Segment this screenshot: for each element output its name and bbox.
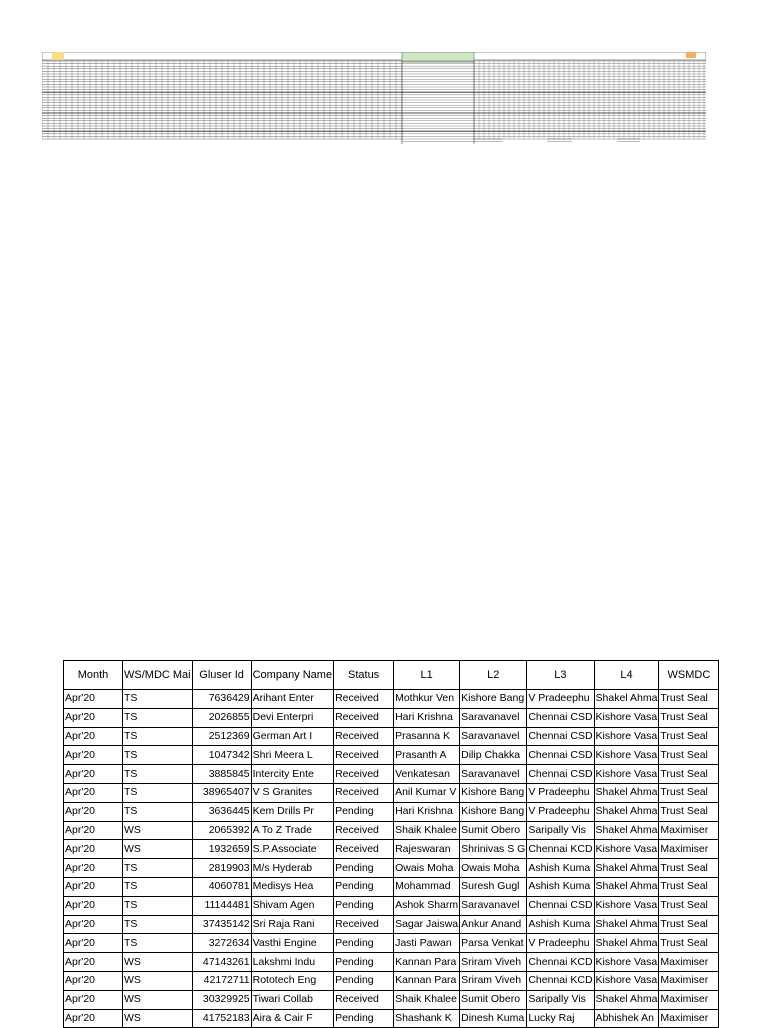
cell-l1: Hari Krishna: [394, 802, 460, 821]
table-row: [64, 877, 719, 896]
cell-l4: Kishore Vasa: [594, 765, 659, 784]
cell-l2: Owais Moha: [460, 859, 527, 878]
cell-gluser-id: 1932659: [192, 840, 251, 859]
mini-header-highlight: [402, 52, 474, 62]
cell-status: Received: [334, 708, 394, 727]
cell-l1: Rajeswaran: [394, 840, 460, 859]
cell-status: Pending: [334, 896, 394, 915]
header-status: Status: [334, 661, 394, 690]
cell-l4: Kishore Vasa: [594, 971, 659, 990]
cell-company-name: Kem Drills Pr: [251, 802, 333, 821]
mini-header-highlight: [52, 52, 64, 60]
cell-l1: Mohammad: [394, 877, 460, 896]
cell-l3: Chennai CSD: [527, 708, 594, 727]
cell-l4: Kishore Vasa: [594, 708, 659, 727]
cell-l2: Saravanavel: [460, 727, 527, 746]
cell-status: Pending: [334, 802, 394, 821]
cell-l3: Lucky Raj: [527, 1009, 594, 1028]
cell-company-name: Shri Meera L: [251, 746, 333, 765]
cell-l4: Shakel Ahma: [594, 802, 659, 821]
cell-l3: Saripally Vis: [527, 821, 594, 840]
table-row: [64, 746, 719, 765]
cell-status: Received: [334, 821, 394, 840]
table-row: [64, 971, 719, 990]
cell-status: Pending: [334, 859, 394, 878]
cell-wsmdc: Trust Seal: [659, 915, 719, 934]
cell-l4: Kishore Vasa: [594, 746, 659, 765]
cell-month: Apr'20: [64, 971, 123, 990]
cell-gluser-id: 7636429: [192, 690, 251, 709]
cell-l2: Kishore Bang: [460, 802, 527, 821]
cell-month: Apr'20: [64, 746, 123, 765]
cell-month: Apr'20: [64, 1009, 123, 1028]
table-body: [64, 690, 719, 1028]
cell-l1: Hari Krishna: [394, 708, 460, 727]
cell-ws-mdc: TS: [123, 690, 193, 709]
cell-wsmdc: Trust Seal: [659, 708, 719, 727]
cell-ws-mdc: TS: [123, 877, 193, 896]
cell-ws-mdc: TS: [123, 802, 193, 821]
cell-status: Received: [334, 783, 394, 802]
cell-l4: Shakel Ahma: [594, 915, 659, 934]
cell-gluser-id: 37435142: [192, 915, 251, 934]
table-row: [64, 727, 719, 746]
cell-wsmdc: Maximiser: [659, 953, 719, 972]
data-table: [63, 660, 719, 1028]
cell-l2: Suresh Gugl: [460, 877, 527, 896]
cell-gluser-id: 47143261: [192, 953, 251, 972]
cell-gluser-id: 41752183: [192, 1009, 251, 1028]
header-l3: L3: [527, 661, 594, 690]
cell-l3: Ashish Kuma: [527, 877, 594, 896]
cell-company-name: A To Z Trade: [251, 821, 333, 840]
cell-month: Apr'20: [64, 990, 123, 1009]
cell-l2: Dinesh Kuma: [460, 1009, 527, 1028]
cell-month: Apr'20: [64, 802, 123, 821]
cell-company-name: Medisys Hea: [251, 877, 333, 896]
table-row: [64, 990, 719, 1009]
cell-wsmdc: Trust Seal: [659, 746, 719, 765]
cell-l3: Chennai CSD: [527, 765, 594, 784]
cell-l3: Chennai CSD: [527, 896, 594, 915]
cell-status: Received: [334, 746, 394, 765]
cell-ws-mdc: WS: [123, 953, 193, 972]
cell-l1: Anil Kumar V: [394, 783, 460, 802]
cell-wsmdc: Trust Seal: [659, 783, 719, 802]
cell-status: Pending: [334, 971, 394, 990]
cell-l2: Shrinivas S G: [460, 840, 527, 859]
cell-company-name: M/s Hyderab: [251, 859, 333, 878]
cell-l1: Shaik Khalee: [394, 821, 460, 840]
cell-l4: Shakel Ahma: [594, 783, 659, 802]
table-row: [64, 765, 719, 784]
cell-l3: Chennai KCD: [527, 953, 594, 972]
cell-company-name: German Art I: [251, 727, 333, 746]
cell-month: Apr'20: [64, 953, 123, 972]
cell-l1: Shashank K: [394, 1009, 460, 1028]
cell-ws-mdc: TS: [123, 727, 193, 746]
cell-l1: Prasanth A: [394, 746, 460, 765]
cell-l2: Kishore Bang: [460, 690, 527, 709]
cell-l3: Saripally Vis: [527, 990, 594, 1009]
table-header-row: [64, 661, 719, 690]
cell-wsmdc: Trust Seal: [659, 859, 719, 878]
cell-company-name: V S Granites: [251, 783, 333, 802]
cell-status: Received: [334, 840, 394, 859]
cell-ws-mdc: TS: [123, 783, 193, 802]
header-gluser-id: Gluser Id: [192, 661, 251, 690]
cell-status: Received: [334, 727, 394, 746]
cell-status: Received: [334, 690, 394, 709]
cell-month: Apr'20: [64, 877, 123, 896]
cell-l3: V Pradeephu: [527, 802, 594, 821]
cell-l1: Owais Moha: [394, 859, 460, 878]
cell-l1: Kannan Para: [394, 953, 460, 972]
header-l2: L2: [460, 661, 527, 690]
cell-gluser-id: 2065392: [192, 821, 251, 840]
table-row: [64, 859, 719, 878]
table-row: [64, 802, 719, 821]
cell-l1: Kannan Para: [394, 971, 460, 990]
cell-month: Apr'20: [64, 896, 123, 915]
cell-l2: Saravanavel: [460, 708, 527, 727]
header-l1: L1: [394, 661, 460, 690]
cell-wsmdc: Trust Seal: [659, 765, 719, 784]
cell-wsmdc: Maximiser: [659, 1009, 719, 1028]
cell-month: Apr'20: [64, 765, 123, 784]
cell-company-name: Lakshmi Indu: [251, 953, 333, 972]
cell-l3: Chennai CSD: [527, 746, 594, 765]
cell-l3: Ashish Kuma: [527, 859, 594, 878]
cell-gluser-id: 2819903: [192, 859, 251, 878]
cell-status: Received: [334, 990, 394, 1009]
cell-ws-mdc: TS: [123, 896, 193, 915]
cell-l4: Shakel Ahma: [594, 934, 659, 953]
cell-ws-mdc: TS: [123, 934, 193, 953]
cell-wsmdc: Maximiser: [659, 971, 719, 990]
cell-l1: Shaik Khalee: [394, 990, 460, 1009]
cell-status: Pending: [334, 953, 394, 972]
cell-company-name: Intercity Ente: [251, 765, 333, 784]
table-row: [64, 915, 719, 934]
cell-company-name: Vasthi Engine: [251, 934, 333, 953]
cell-ws-mdc: TS: [123, 708, 193, 727]
cell-gluser-id: 11144481: [192, 896, 251, 915]
cell-l1: Mothkur Ven: [394, 690, 460, 709]
table-row: [64, 934, 719, 953]
cell-l4: Shakel Ahma: [594, 859, 659, 878]
cell-l4: Kishore Vasa: [594, 727, 659, 746]
cell-l4: Shakel Ahma: [594, 821, 659, 840]
cell-gluser-id: 3636445: [192, 802, 251, 821]
cell-ws-mdc: TS: [123, 765, 193, 784]
table-row: [64, 896, 719, 915]
cell-l2: Sriram Viveh: [460, 971, 527, 990]
table-row: [64, 840, 719, 859]
cell-l4: Kishore Vasa: [594, 953, 659, 972]
cell-status: Received: [334, 915, 394, 934]
cell-status: Received: [334, 765, 394, 784]
cell-gluser-id: 38965407: [192, 783, 251, 802]
cell-ws-mdc: WS: [123, 990, 193, 1009]
cell-wsmdc: Maximiser: [659, 990, 719, 1009]
cell-l2: Saravanavel: [460, 896, 527, 915]
cell-gluser-id: 2512369: [192, 727, 251, 746]
cell-company-name: Tiwari Collab: [251, 990, 333, 1009]
cell-month: Apr'20: [64, 915, 123, 934]
cell-month: Apr'20: [64, 859, 123, 878]
cell-wsmdc: Trust Seal: [659, 896, 719, 915]
cell-l4: Shakel Ahma: [594, 990, 659, 1009]
header-wsmdc: WSMDC: [659, 661, 719, 690]
cell-gluser-id: 30329925: [192, 990, 251, 1009]
cell-l1: Jasti Pawan: [394, 934, 460, 953]
cell-l3: Chennai CSD: [527, 727, 594, 746]
cell-l1: Prasanna K: [394, 727, 460, 746]
cell-month: Apr'20: [64, 690, 123, 709]
cell-l4: Kishore Vasa: [594, 896, 659, 915]
cell-l4: Kishore Vasa: [594, 840, 659, 859]
table-row: [64, 953, 719, 972]
cell-wsmdc: Trust Seal: [659, 934, 719, 953]
cell-l3: Chennai KCD: [527, 840, 594, 859]
cell-gluser-id: 2026855: [192, 708, 251, 727]
cell-ws-mdc: WS: [123, 971, 193, 990]
cell-l2: Sumit Obero: [460, 990, 527, 1009]
cell-l2: Parsa Venkat: [460, 934, 527, 953]
table-row: [64, 1009, 719, 1028]
cell-month: Apr'20: [64, 821, 123, 840]
cell-month: Apr'20: [64, 840, 123, 859]
cell-month: Apr'20: [64, 727, 123, 746]
cell-l3: V Pradeephu: [527, 783, 594, 802]
cell-company-name: Rototech Eng: [251, 971, 333, 990]
cell-ws-mdc: WS: [123, 821, 193, 840]
table-row: [64, 708, 719, 727]
cell-status: Pending: [334, 934, 394, 953]
table-row: [64, 783, 719, 802]
table-row: [64, 690, 719, 709]
cell-wsmdc: Trust Seal: [659, 877, 719, 896]
cell-ws-mdc: TS: [123, 746, 193, 765]
cell-wsmdc: Trust Seal: [659, 727, 719, 746]
cell-month: Apr'20: [64, 934, 123, 953]
cell-company-name: Arihant Enter: [251, 690, 333, 709]
cell-company-name: Devi Enterpri: [251, 708, 333, 727]
cell-gluser-id: 42172711: [192, 971, 251, 990]
cell-status: Pending: [334, 877, 394, 896]
cell-wsmdc: Maximiser: [659, 840, 719, 859]
cell-ws-mdc: TS: [123, 915, 193, 934]
cell-l4: Abhishek An: [594, 1009, 659, 1028]
cell-l2: Kishore Bang: [460, 783, 527, 802]
header-l4: L4: [594, 661, 659, 690]
cell-ws-mdc: WS: [123, 1009, 193, 1028]
cell-l4: Shakel Ahma: [594, 877, 659, 896]
cell-month: Apr'20: [64, 783, 123, 802]
cell-l2: Sumit Obero: [460, 821, 527, 840]
cell-wsmdc: Trust Seal: [659, 690, 719, 709]
cell-l3: V Pradeephu: [527, 690, 594, 709]
cell-l2: Saravanavel: [460, 765, 527, 784]
cell-l1: Ashok Sharm: [394, 896, 460, 915]
cell-gluser-id: 3885845: [192, 765, 251, 784]
spreadsheet-thumbnail: [42, 52, 706, 144]
cell-status: Pending: [334, 1009, 394, 1028]
cell-wsmdc: Trust Seal: [659, 802, 719, 821]
cell-l2: Ankur Anand: [460, 915, 527, 934]
cell-ws-mdc: WS: [123, 840, 193, 859]
cell-company-name: Shivam Agen: [251, 896, 333, 915]
cell-l3: V Pradeephu: [527, 934, 594, 953]
cell-l4: Shakel Ahma: [594, 690, 659, 709]
cell-l3: Ashish Kuma: [527, 915, 594, 934]
cell-gluser-id: 3272634: [192, 934, 251, 953]
mini-header: [42, 52, 706, 60]
cell-company-name: Sri Raja Rani: [251, 915, 333, 934]
cell-company-name: S.P.Associate: [251, 840, 333, 859]
header-month: Month: [64, 661, 123, 690]
cell-l3: Chennai KCD: [527, 971, 594, 990]
cell-wsmdc: Maximiser: [659, 821, 719, 840]
cell-l2: Dilip Chakka: [460, 746, 527, 765]
cell-month: Apr'20: [64, 708, 123, 727]
mini-header-highlight: [686, 52, 696, 58]
cell-l2: Sriram Viveh: [460, 953, 527, 972]
header-company-name: Company Name: [251, 661, 333, 690]
cell-l1: Sagar Jaiswa: [394, 915, 460, 934]
header-ws-mdc: WS/MDC Mai: [123, 661, 193, 690]
cell-gluser-id: 1047342: [192, 746, 251, 765]
table-row: [64, 821, 719, 840]
cell-l1: Venkatesan: [394, 765, 460, 784]
cell-ws-mdc: TS: [123, 859, 193, 878]
cell-gluser-id: 4060781: [192, 877, 251, 896]
cell-company-name: Aira & Cair F: [251, 1009, 333, 1028]
